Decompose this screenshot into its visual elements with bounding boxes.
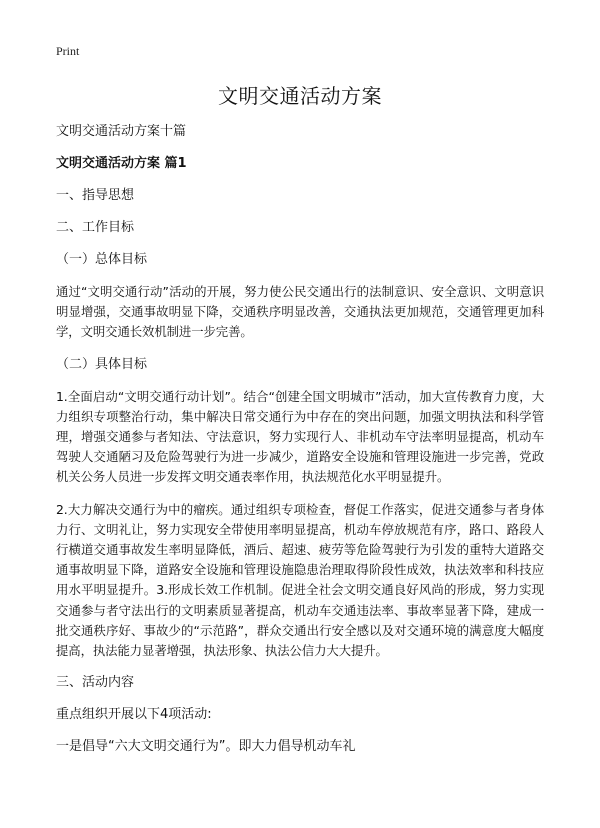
- paragraph-specific-goal-1: 1.全面启动“文明交通行动计划”。结合“创建全国文明城市”活动，加大宣传教育力度，大力组织专项整治行动，集中解决日常交通行为中存在的突出问题，加强文明执法和科学管理，增强交通参与者知法、守法意识，努力实现行人、非机动车守法率明显提高，机动车驾驶人交通陋习及危险驾驶行为进一步减少，道路安全设施和管理设施进一步完善，党政机关公务人员进一步发挥文明交通表率作用，执法规范化水平明显提升。: [56, 388, 544, 485]
- print-link[interactable]: Print: [56, 44, 80, 58]
- paragraph-overall-goal: 通过“文明交通行动”活动的开展，努力使公民交通出行的法制意识、安全意识、文明意识明显增强，交通事故明显下降，交通秩序明显改善，交通执法更加规范，交通管理更加科学，文明交通长效机制进一步完善。: [56, 284, 544, 340]
- document-title: 文明交通活动方案: [218, 84, 382, 108]
- document-subtitle: 文明交通活动方案十篇: [56, 124, 187, 139]
- subsection-heading-overall-goal: （一）总体目标: [56, 252, 148, 267]
- section-heading-work-goals: 二、工作目标: [56, 220, 135, 235]
- section-heading-guiding-ideology: 一、指导思想: [56, 188, 135, 203]
- subsection-heading-specific-goals: （二）具体目标: [56, 356, 148, 372]
- section-heading-activities: 三、活动内容: [56, 675, 135, 691]
- chapter-heading: 文明交通活动方案 篇1: [56, 156, 187, 171]
- document-body: [56, 118, 544, 757]
- paragraph-activity-1: 一是倡导“六大文明交通行为”。即大力倡导机动车礼: [56, 739, 356, 755]
- paragraph-specific-goal-2: 2.大力解决交通行为中的瘤疾。通过组织专项检查，督促工作落实，促进交通参与者身体力行、文明礼让，努力实现安全带使用率明显提高，机动车停放规范有序，路口、路段人行横道交通事故发生率明显降低，酒后、超速、疲劳等危险驾驶行为引发的重特大道路交通事故明显下降，道路安全设施和管理设施隐患治理取得阶段性成效，执法效率和科技应用水平明显提升。3.形成长效工作机制。促进全社会文明交通良好风尚的形成，努力实现交通参与者守法出行的文明素质显著提高，机动车交通违法率、事故率显著下降，建成一批交通秩序好、事故少的“示范路”，群众交通出行安全感以及对交通环境的满意度大幅度提高，执法能力显著增强，执法形象、执法公信力大大提升。: [56, 501, 544, 659]
- paragraph-activities-intro: 重点组织开展以下4项活动:: [56, 707, 212, 723]
